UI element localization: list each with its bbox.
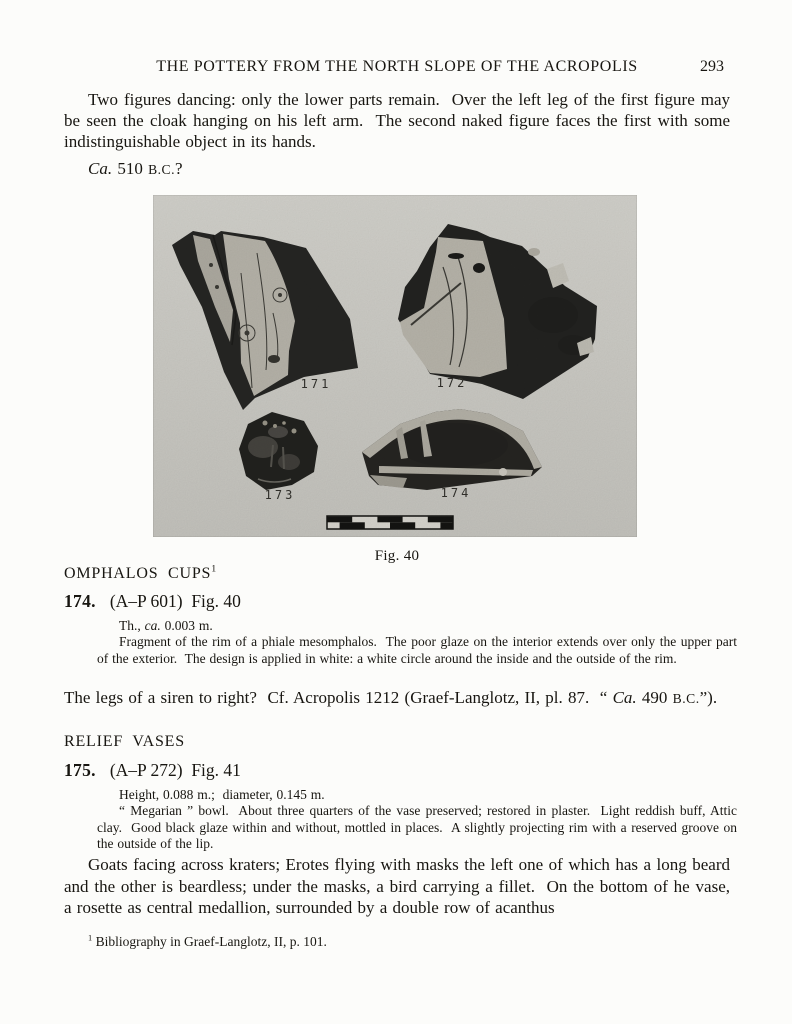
pottery-fragments-photo — [153, 195, 637, 537]
section-heading-omphalos-cups — [64, 565, 217, 583]
figure-photo — [153, 195, 637, 537]
entry-174-th-prefix: Th., — [119, 618, 145, 633]
entry-174-comment-p1: The legs of a siren to right? Cf. Acropolis 1212 (Graef-Langlotz, II, pl. 87. “ — [64, 688, 613, 707]
footnote-1 — [88, 934, 730, 950]
page-header-title: THE POTTERY FROM THE NORTH SLOPE OF THE ACROPOLIS — [156, 58, 638, 75]
intro-date-suffix: ? — [175, 159, 183, 178]
section-heading-omphalos-text: OMPHALOS CUPS — [64, 565, 212, 582]
entry-175-heading — [64, 760, 241, 781]
entry-174-title: (A–P 601) Fig. 40 — [109, 591, 241, 611]
entry-175-title: (A–P 272) Fig. 41 — [109, 760, 241, 780]
page-number: 293 — [700, 58, 724, 75]
intro-date-ca: Ca. — [88, 159, 113, 178]
omphalos-footnote-ref: 1 — [211, 563, 218, 575]
footnote-1-text: Bibliography in Graef-Langlotz, II, p. 101. — [92, 934, 327, 949]
photo-grain — [153, 195, 637, 537]
entry-174-comment — [64, 687, 730, 709]
intro-date-bc: B.C. — [148, 162, 176, 177]
section-heading-relief-vases: RELIEF VASES — [64, 733, 185, 750]
figure-label-174: 174 — [440, 486, 472, 500]
entry-175-dimensions: Height, 0.088 m.; diameter, 0.145 m. — [119, 787, 325, 802]
entry-174-comment-bc: B.C. — [672, 691, 700, 706]
figure-label-173: 173 — [264, 488, 296, 502]
figure-label-172: 172 — [436, 376, 468, 390]
intro-date-value: 510 — [112, 159, 149, 178]
entry-174-heading — [64, 591, 241, 612]
entry-174-number: 174. — [64, 591, 96, 611]
entry-174-comment-p2: 490 — [636, 688, 673, 707]
entry-175-comment: Goats facing across kraters; Erotes flying with masks the left one of which has a long beard and the other is beardless; under the masks, a bird carrying a fillet. On the bottom of he vase, a rosette as central medallion, surrounded by a double row of acanthus — [64, 855, 736, 917]
intro-paragraph: Two figures dancing: only the lower parts remain. Over the left leg of the first figure may be seen the cloak hanging on his left arm. The second naked figure faces the first with some indistinguishable object in its hands. — [64, 90, 736, 151]
intro-date-line — [88, 158, 728, 180]
figure-caption: Fig. 40 — [374, 548, 420, 564]
entry-174-th-ca: ca. — [144, 618, 161, 633]
entry-174-thickness — [119, 618, 737, 635]
entry-174-comment-ca: Ca. — [612, 688, 637, 707]
entry-174-description: Fragment of the rim of a phiale mesomphalos. The poor glaze on the interior extends over only the upper part of the exterior. The design is applied in white: a white circle around the inside and the outside of the rim. — [97, 634, 741, 666]
running-head — [64, 58, 730, 76]
entry-174-comment-p3: ”). — [699, 688, 718, 707]
footnote-1-marker: 1 — [88, 933, 93, 943]
entry-175-description: “ Megarian ” bowl. About three quarters of the vase preserved; restored in plaster. Light reddish buff, Attic clay. Good black glaze within and without, mottled in places. A slightly projecting rim with a reserved groove on the outside of the lip. — [97, 803, 741, 851]
entry-175-number: 175. — [64, 760, 96, 780]
entry-174-th-suffix: 0.003 m. — [160, 618, 213, 633]
figure-label-171: 171 — [300, 377, 332, 391]
